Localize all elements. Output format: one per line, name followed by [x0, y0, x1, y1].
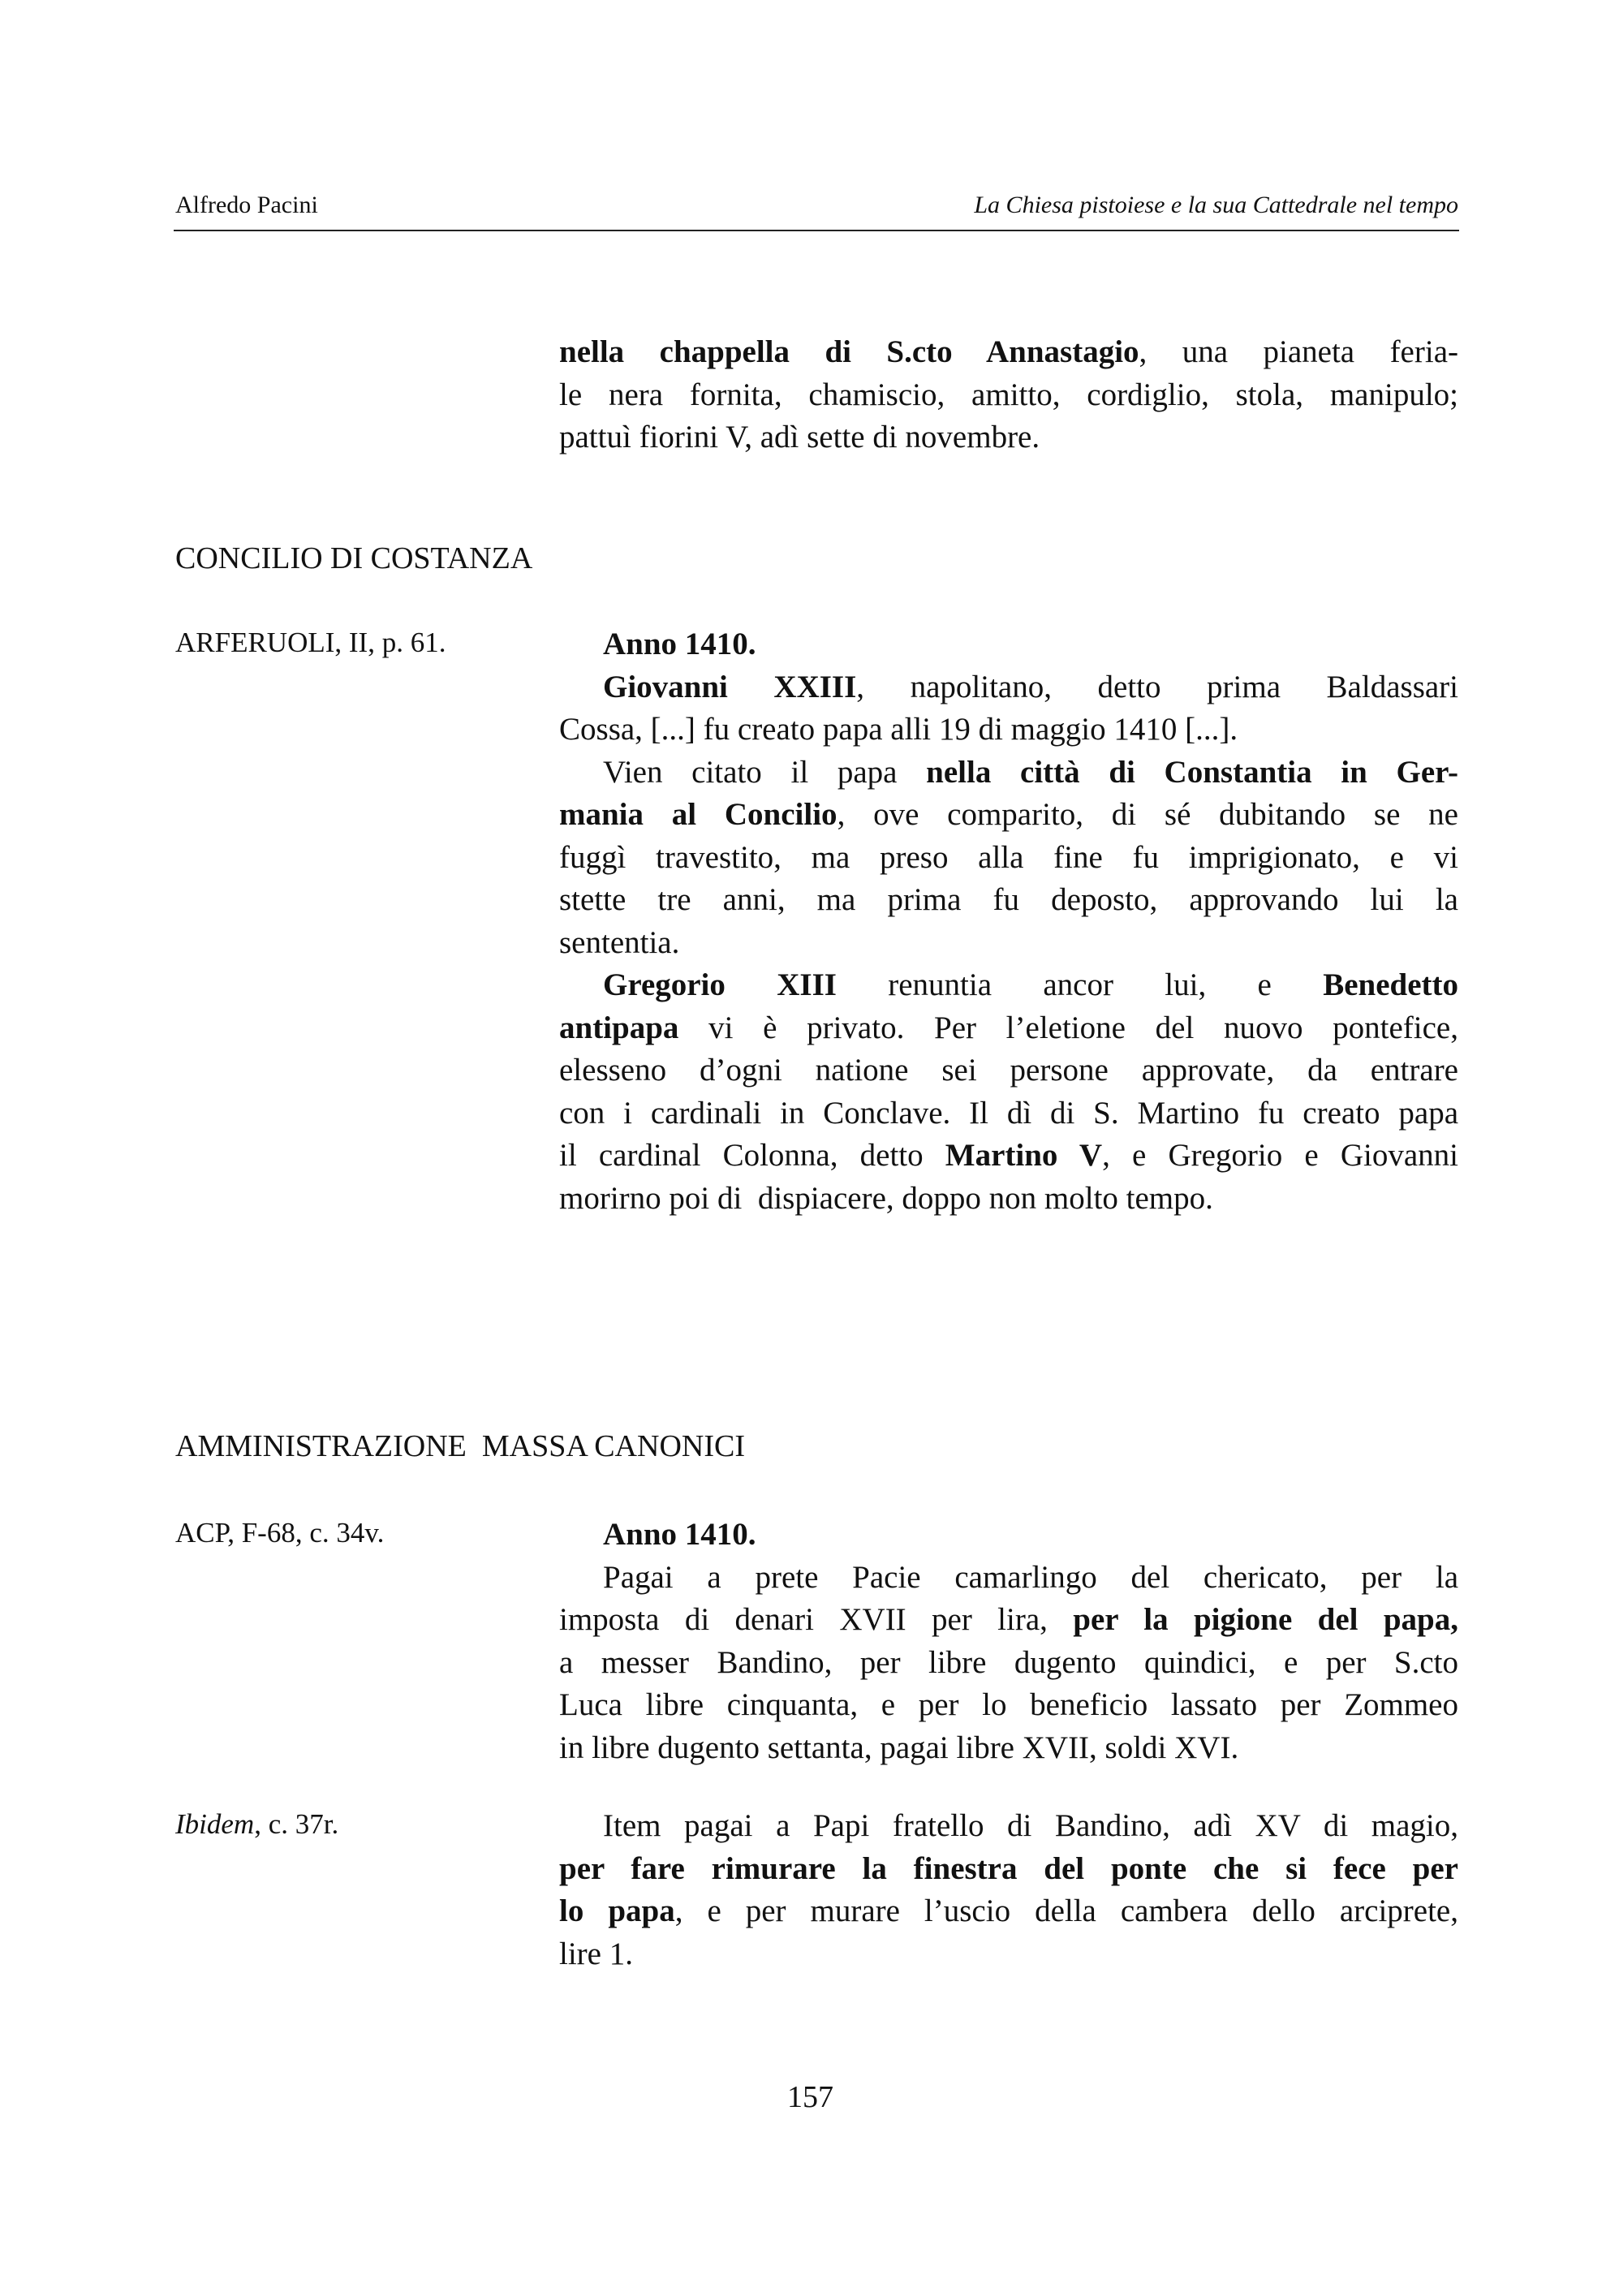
- text-run: in libre dugento settanta, pagai libre XVII, soldi XVI.: [559, 1730, 1239, 1765]
- header-rule: [174, 230, 1459, 231]
- text-block-ibidem: [559, 1805, 1458, 1975]
- bold-text: nella città di Constantia in Ger-: [926, 754, 1458, 790]
- bold-text: Anno 1410.: [603, 1517, 756, 1552]
- text-line: [559, 1007, 1458, 1050]
- text-run: Vien citato il papa: [603, 754, 927, 790]
- text-run: pattuì fiorini V, adì sette di novembre.: [559, 420, 1040, 454]
- text-run: Pagai a prete Pacie camarlingo del chericato, per la: [603, 1559, 1458, 1595]
- text-run: , napolitano, detto prima Baldassari: [856, 669, 1459, 704]
- text-run: Luca libre cinquanta, e per lo beneficio lassato per Zommeo: [559, 1687, 1458, 1722]
- text-run: lire 1.: [559, 1936, 633, 1971]
- source-ref-acp: ACP, F-68, c. 34v.: [175, 1517, 385, 1549]
- text-line: [559, 374, 1458, 417]
- text-line: [559, 1727, 1458, 1770]
- text-line: [559, 794, 1458, 837]
- page-number: 157: [787, 2080, 833, 2114]
- section-heading-concilio: CONCILIO DI COSTANZA: [175, 541, 533, 575]
- text-line: [559, 1178, 1458, 1221]
- text-line: [559, 1890, 1458, 1933]
- text-line: [559, 1514, 1458, 1557]
- text-block-acp: [559, 1514, 1458, 1769]
- text-run: , una pianeta feria-: [1139, 334, 1458, 369]
- text-run: a messer Bandino, per libre dugento quindici, e per S.cto: [559, 1644, 1458, 1680]
- text-run: , e Gregorio e Giovanni: [1102, 1138, 1459, 1173]
- text-run: morirno poi di dispiacere, doppo non molto tempo.: [559, 1180, 1213, 1216]
- bold-text: per la pigione del papa,: [1073, 1602, 1458, 1637]
- source-ref-ibidem: [175, 1808, 338, 1841]
- text-line: [559, 709, 1458, 752]
- section-heading-amministrazione: AMMINISTRAZIONE MASSA CANONICI: [175, 1429, 745, 1463]
- bold-text: per fare rimurare la finestra del ponte che si fece per: [559, 1850, 1458, 1886]
- bold-text: Gregorio XIII: [603, 967, 837, 1002]
- text-line: [559, 1805, 1458, 1848]
- text-line: [559, 1049, 1458, 1092]
- text-line: [559, 666, 1458, 709]
- text-line: [559, 1933, 1458, 1976]
- text-run: stette tre anni, ma prima fu deposto, approvando lui la: [559, 882, 1458, 917]
- running-header-author: Alfredo Pacini: [175, 192, 318, 218]
- text-line: [559, 1092, 1458, 1135]
- text-line: [559, 964, 1458, 1007]
- text-line: [559, 1642, 1458, 1685]
- text-line: [559, 879, 1458, 922]
- text-line: [559, 1684, 1458, 1727]
- text-run: Item pagai a Papi fratello di Bandino, adì XV di magio,: [603, 1808, 1458, 1843]
- text-run: elesseno d’ogni natione sei persone approvate, da entrare: [559, 1053, 1458, 1088]
- text-line: [559, 416, 1458, 459]
- text-line: [559, 837, 1458, 880]
- text-run: vi è privato. Per l’eletione del nuovo pontefice,: [678, 1010, 1458, 1045]
- bold-text: Giovanni XXIII: [603, 669, 857, 704]
- text-run: con i cardinali in Conclave. Il dì di S. Martino fu creato papa: [559, 1095, 1458, 1131]
- text-line: [559, 623, 1458, 666]
- text-run: renuntia ancor lui, e: [836, 967, 1324, 1002]
- bold-text: nella chappella di S.cto Annastagio: [559, 334, 1139, 369]
- source-ref-arferuoli: ARFERUOLI, II, p. 61.: [175, 627, 446, 658]
- text-line: [559, 752, 1458, 795]
- text-run: imposta di denari XVII per lira,: [559, 1602, 1074, 1637]
- bold-text: Martino V: [945, 1138, 1103, 1173]
- text-line: [559, 1135, 1458, 1178]
- running-header-title: La Chiesa pistoiese e la sua Cattedrale nel tempo: [974, 192, 1458, 218]
- ibidem-locator: , c. 37r.: [254, 1808, 339, 1840]
- text-run: , e per murare l’uscio della cambera dello arciprete,: [674, 1893, 1458, 1928]
- text-line: [559, 1848, 1458, 1891]
- text-run: il cardinal Colonna, detto: [559, 1138, 945, 1173]
- bold-text: Anno 1410.: [603, 627, 756, 661]
- text-line: [559, 922, 1458, 965]
- text-run: le nera fornita, chamiscio, amitto, cordiglio, stola, manipulo;: [559, 377, 1458, 412]
- bold-text: Benedetto: [1323, 967, 1458, 1002]
- bold-text: lo papa: [559, 1893, 675, 1928]
- text-block-paramenti: [559, 331, 1458, 459]
- text-run: Cossa, [...] fu creato papa alli 19 di maggio 1410 [...].: [559, 712, 1238, 747]
- bold-text: mania al Concilio: [559, 797, 837, 832]
- text-run: , ove comparito, di sé dubitando se ne: [837, 797, 1458, 832]
- ibidem-italic: Ibidem: [175, 1808, 255, 1840]
- text-block-concilio: [559, 623, 1458, 1220]
- text-line: [559, 1557, 1458, 1600]
- text-run: fuggì travestito, ma preso alla fine fu imprigionato, e vi: [559, 839, 1458, 875]
- text-line: [559, 1599, 1458, 1642]
- bold-text: antipapa: [559, 1010, 679, 1045]
- text-run: sententia.: [559, 924, 680, 960]
- text-line: [559, 331, 1458, 374]
